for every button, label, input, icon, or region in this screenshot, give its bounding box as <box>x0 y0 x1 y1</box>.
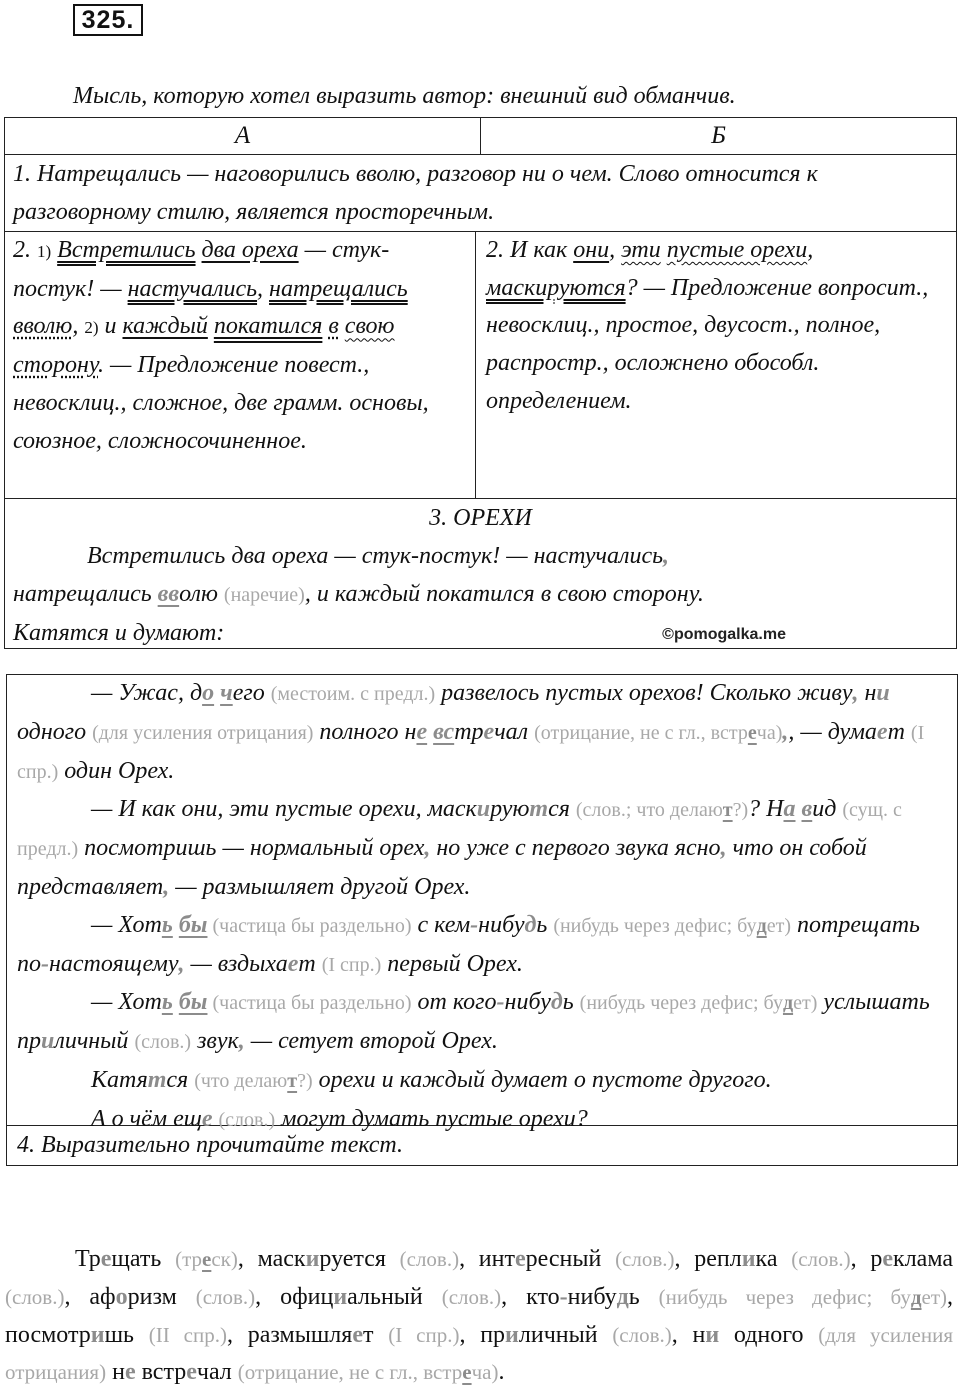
task-2-row <box>5 232 956 499</box>
text-fragment: нибу <box>567 1283 617 1310</box>
text-fragment: , <box>782 718 789 745</box>
text-fragment: орехи и каждый думает о пустоте другого. <box>312 1066 772 1093</box>
text-fragment: - <box>41 950 49 977</box>
task-2-column-b: 2. И как они, эти пустые орехи, маскируются? — Предложение вопросит., невосклиц., простое, двусост., полное, распростр., осложнено обособл. определением. <box>475 232 956 498</box>
predicate-word: натрещались <box>269 275 408 302</box>
text-fragment: чал <box>196 1359 238 1386</box>
text-fragment: ся <box>548 796 576 823</box>
text-fragment: е <box>352 1321 363 1348</box>
gray-note: (для усиления отрицания) <box>92 721 314 744</box>
text-fragment: ь <box>628 1283 659 1310</box>
text-fragment: ь <box>562 989 580 1016</box>
story-paragraph <box>17 907 947 985</box>
text-fragment <box>659 1285 947 1309</box>
exercise-number: 325. <box>73 4 143 36</box>
text-fragment: е <box>124 1359 136 1386</box>
subject-word: каждый <box>122 313 208 340</box>
gray-note: (сущ. с предл.) <box>17 799 902 861</box>
gray-note: (слов.) <box>134 1031 192 1054</box>
text-fragment: и <box>90 1321 105 1348</box>
text-fragment: — Хот <box>91 989 162 1016</box>
text-fragment: развелось пустых орехов! Сколько живу <box>435 680 853 706</box>
adverbial-word: в <box>328 313 339 340</box>
text-fragment <box>175 1247 238 1271</box>
text-fragment: и <box>98 313 123 340</box>
text-fragment: е <box>462 1360 472 1385</box>
text-fragment: (отрицание, не с гл., встр <box>237 1360 463 1385</box>
story-paragraph <box>17 984 947 1062</box>
text-fragment: ь <box>161 989 173 1016</box>
text-fragment: руется <box>319 1246 400 1272</box>
text-fragment: т <box>722 799 733 822</box>
text-fragment <box>238 1360 499 1384</box>
text-fragment: , — дума <box>788 718 877 745</box>
text-fragment: , <box>178 950 185 977</box>
text-line <box>13 575 948 614</box>
text-fragment: н <box>858 680 877 706</box>
text-fragment: и <box>876 680 890 706</box>
text-fragment: , пр <box>459 1321 506 1348</box>
text-fragment: е <box>100 1246 112 1272</box>
text-fragment: вс <box>433 718 455 745</box>
text-fragment: Тр <box>75 1246 101 1272</box>
text-fragment: и <box>476 796 491 823</box>
text-fragment: т <box>147 1066 167 1093</box>
text-fragment: е <box>202 1247 212 1271</box>
text-fragment: д <box>756 914 767 937</box>
text-fragment: А о чём ещ <box>91 1105 202 1132</box>
text-fragment: о <box>115 1283 128 1310</box>
text-fragment: и <box>305 1246 320 1272</box>
text-fragment: ? Н <box>748 796 784 823</box>
story-text <box>7 675 957 1132</box>
story-paragraph <box>17 675 947 791</box>
text-fragment: 2. И как <box>486 237 574 263</box>
text-fragment: — стук-постук! — <box>13 237 390 302</box>
text-fragment <box>580 992 818 1014</box>
text-fragment <box>553 915 791 937</box>
text-fragment: ет) <box>793 992 818 1015</box>
text-fragment: настоящему <box>49 950 179 977</box>
part-2-marker: 2) <box>84 318 99 338</box>
text-fragment: одного <box>17 718 93 745</box>
text-fragment: д <box>910 1284 922 1309</box>
text-line <box>13 537 948 575</box>
text-fragment: могут думать пустые орехи? <box>275 1105 588 1132</box>
text-fragment: о <box>202 680 215 706</box>
subject-word: они <box>573 237 610 263</box>
text-fragment: и <box>333 1283 348 1310</box>
text-fragment: т <box>529 796 549 823</box>
text-fragment: нибу <box>504 989 551 1016</box>
text-fragment: д <box>782 992 794 1015</box>
highlight-letters: вв <box>157 581 180 607</box>
text-fragment: т <box>887 718 911 745</box>
text-fragment: — Хот <box>91 911 162 938</box>
author-thought: Мысль, которую хотел выразить автор: внешний вид обманчив. <box>73 83 736 109</box>
text-fragment: нибу <box>478 911 525 938</box>
text-fragment: (слов.) <box>615 1247 675 1271</box>
text-fragment: ча) <box>471 1360 499 1385</box>
predicate-word: покатился <box>213 313 323 340</box>
text-fragment: т <box>362 1321 389 1348</box>
text-fragment: шь <box>104 1321 149 1348</box>
sentence-analysis: ? — Предложение вопросит., невосклиц., простое, двусост., полное, распростр., осложнено обособл. определением. <box>486 274 929 414</box>
text-fragment: е <box>876 718 888 745</box>
text-fragment: . <box>498 1359 505 1386</box>
text-fragment: - <box>496 989 505 1016</box>
text-fragment: , маск <box>237 1246 306 1272</box>
text-fragment: е <box>287 950 299 977</box>
text-fragment: , н <box>671 1321 706 1348</box>
story-paragraph <box>17 1062 947 1101</box>
text-fragment: клама <box>893 1246 953 1272</box>
text-fragment: — сетует второй Орех. <box>244 1028 498 1055</box>
text-fragment: , размышля <box>227 1321 353 1348</box>
text-fragment: (слов.; что делаю <box>575 799 723 822</box>
text-fragment: и <box>705 1321 720 1348</box>
text-fragment: — вздыха <box>184 950 288 977</box>
text-fragment: д <box>616 1283 629 1310</box>
table-header <box>5 118 956 155</box>
text-fragment: , кто <box>501 1283 560 1310</box>
text-fragment: Встретились два ореха — стук-постук! — настучались <box>87 543 664 569</box>
column-b-header: Б <box>480 118 956 154</box>
text-fragment: ид <box>812 796 843 823</box>
text-fragment: д <box>550 989 563 1016</box>
text-fragment: е <box>201 1105 213 1132</box>
text-fragment: бы <box>178 989 208 1016</box>
text-fragment: тр <box>454 718 484 745</box>
text-fragment: (слов.) <box>441 1284 502 1309</box>
text-fragment: и <box>505 1321 519 1348</box>
column-a-header: А <box>234 122 251 149</box>
gray-note: (I спр.) <box>17 721 925 783</box>
text-fragment: , <box>663 543 670 569</box>
text-fragment: , и каждый покатился в свою сторону. <box>304 581 704 607</box>
text-fragment: но уже с первого звука ясно <box>430 835 721 862</box>
adverbial-word: сторону <box>13 352 99 379</box>
text-fragment: ?) <box>297 1069 313 1092</box>
text-fragment: звук <box>191 1028 239 1055</box>
predicate-word: маскируются <box>486 274 626 301</box>
gray-note: (частица бы раздельно) <box>207 914 412 937</box>
text-fragment: — Ужас, д <box>91 680 203 706</box>
text-fragment: бы <box>178 911 208 938</box>
story-box <box>6 674 958 1166</box>
text-fragment: , <box>424 835 431 862</box>
text-fragment: , <box>238 1028 245 1055</box>
text-fragment: (слов.) <box>195 1284 256 1309</box>
gray-note: (I спр.) <box>321 953 382 976</box>
text-fragment: (слов.) <box>5 1284 65 1309</box>
predicate-word: настучались <box>127 275 258 302</box>
attribute-word: свою <box>344 313 395 340</box>
text-fragment: ?) <box>732 799 749 822</box>
gray-note: (частица бы раздельно) <box>207 992 412 1015</box>
spelling-list <box>5 1241 953 1392</box>
text-fragment: , <box>720 835 727 862</box>
text-fragment: , офиц <box>255 1283 334 1310</box>
text-fragment: щать <box>111 1246 176 1272</box>
task-3-row <box>5 499 956 652</box>
text-fragment: ча) <box>756 721 783 744</box>
text-fragment: , инт <box>459 1246 515 1272</box>
text-fragment: т <box>298 950 322 977</box>
text-fragment: рую <box>490 796 530 823</box>
text-fragment: встр <box>135 1359 187 1386</box>
text-fragment: , <box>163 873 170 900</box>
text-fragment: ризм <box>127 1283 196 1310</box>
text-fragment: ресный <box>525 1246 616 1272</box>
text-fragment: (что делаю <box>194 1069 288 1092</box>
text-fragment: - <box>559 1283 568 1310</box>
text-fragment: (слов.) <box>612 1322 672 1347</box>
text-fragment: альный <box>347 1283 442 1310</box>
text-fragment: ь <box>161 911 173 938</box>
part-1-marker: 1) <box>37 242 52 261</box>
text-title: 3. ОРЕХИ <box>429 505 532 531</box>
text-fragment: ч <box>220 680 233 706</box>
text-fragment: что он собой представляет <box>17 835 867 900</box>
gray-note: (наречие) <box>223 584 305 606</box>
story-paragraph <box>17 791 947 906</box>
text-fragment: — И как они, эти пустые орехи, маск <box>91 796 477 823</box>
text-fragment: услышать пр <box>17 989 930 1055</box>
text-fragment: и <box>741 1246 756 1272</box>
text-fragment: (нибудь через дефис; бу <box>579 992 783 1015</box>
text-fragment: е <box>747 721 757 744</box>
text-fragment: , р <box>850 1246 883 1272</box>
text-fragment: (II спр.) <box>148 1322 227 1347</box>
text-fragment: личный <box>54 1028 135 1055</box>
text-fragment: (I спр.) <box>388 1322 460 1347</box>
text-fragment: полного н <box>313 718 417 745</box>
task-4-instruction: 4. Выразительно прочитайте текст. <box>17 1132 403 1158</box>
text-line: Катятся и думают: <box>13 620 225 646</box>
text-fragment: е <box>483 718 495 745</box>
text-fragment: олю <box>179 581 224 607</box>
text-fragment: ь <box>536 911 554 938</box>
text-fragment: д <box>524 911 537 938</box>
text-fragment: потрещать по <box>17 911 920 977</box>
text-fragment: ся <box>166 1066 195 1093</box>
text-fragment: е <box>416 718 428 745</box>
text-fragment: ка <box>755 1246 792 1272</box>
text-fragment: — размышляет другой Орех. <box>169 873 471 900</box>
text-fragment: его <box>232 680 271 706</box>
text-fragment: - <box>470 911 479 938</box>
predicate-word: Встретились <box>57 237 196 263</box>
task-2-column-a: 2. 1) Встретились два ореха — стук-постук! — настучались, натрещались вволю, 2) и каждый покатился в свою сторону. — Предложение повест., невосклиц., сложное, две грамм. основы, союзное, сложносочиненное. <box>13 237 429 454</box>
text-fragment: е <box>514 1246 526 1272</box>
text-fragment: е <box>882 1246 894 1272</box>
text-fragment: , <box>852 680 859 706</box>
text-fragment: в <box>801 796 813 823</box>
subject-word: два ореха <box>201 237 299 263</box>
analysis-table <box>4 117 957 649</box>
text-fragment: личный <box>518 1321 613 1348</box>
text-fragment: ет) <box>766 914 791 937</box>
text-fragment: Катя <box>91 1066 148 1093</box>
text-fragment: одного <box>719 1321 819 1348</box>
text-fragment: (нибудь через дефис; бу <box>658 1284 911 1309</box>
text-fragment: а <box>783 796 796 823</box>
text-fragment: и <box>41 1028 55 1055</box>
text-fragment: посмотришь — нормальный орех <box>78 835 425 862</box>
text-fragment <box>576 799 748 821</box>
text-fragment: , репл <box>674 1246 742 1272</box>
text-fragment: (слов.) <box>791 1247 851 1271</box>
text-fragment: один Орех. <box>58 757 175 784</box>
sentence-analysis: . — Предложение повест., невосклиц., сложное, две грамм. основы, союзное, сложносочиненное. <box>13 352 429 454</box>
text-fragment: (слов.) <box>399 1247 460 1271</box>
task-1-row: 1. Натрещались — наговорились вволю, разговор ни о чем. Слово относится к разговорному стилю, является просторечным. <box>5 155 956 232</box>
task-2a-number: 2. <box>13 237 31 263</box>
text-fragment <box>534 722 782 744</box>
text-fragment: н <box>106 1359 125 1386</box>
attribute-word: эти <box>621 237 661 263</box>
text-fragment: первый Орех. <box>381 950 523 977</box>
text-fragment <box>194 1070 312 1092</box>
text-fragment: , аф <box>64 1283 116 1310</box>
text-fragment: от кого <box>411 989 497 1016</box>
text-fragment: т <box>287 1069 298 1092</box>
text-fragment: (для усиления отрицания) <box>5 1322 954 1385</box>
adverbial-word: вволю <box>13 313 73 340</box>
text-fragment: чал <box>494 718 535 745</box>
text-fragment: е <box>186 1359 197 1386</box>
text-fragment: натрещались <box>13 581 158 607</box>
text-fragment: , посмотр <box>5 1283 954 1348</box>
text-fragment: (нибудь через дефис; бу <box>553 914 757 937</box>
gray-note: (слов.) <box>218 1108 276 1131</box>
text-fragment: (отрицание, не с гл., встр <box>534 721 748 744</box>
watermark: ©pomogalka.me <box>662 626 786 643</box>
text-fragment: с кем <box>411 911 471 938</box>
text-fragment: (тр <box>175 1247 203 1271</box>
gray-note: (местоим. с предл.) <box>270 683 436 705</box>
text-fragment: ск) <box>211 1247 238 1271</box>
attribute-word: пустые орехи <box>666 237 808 263</box>
text-fragment: ет) <box>921 1284 948 1309</box>
